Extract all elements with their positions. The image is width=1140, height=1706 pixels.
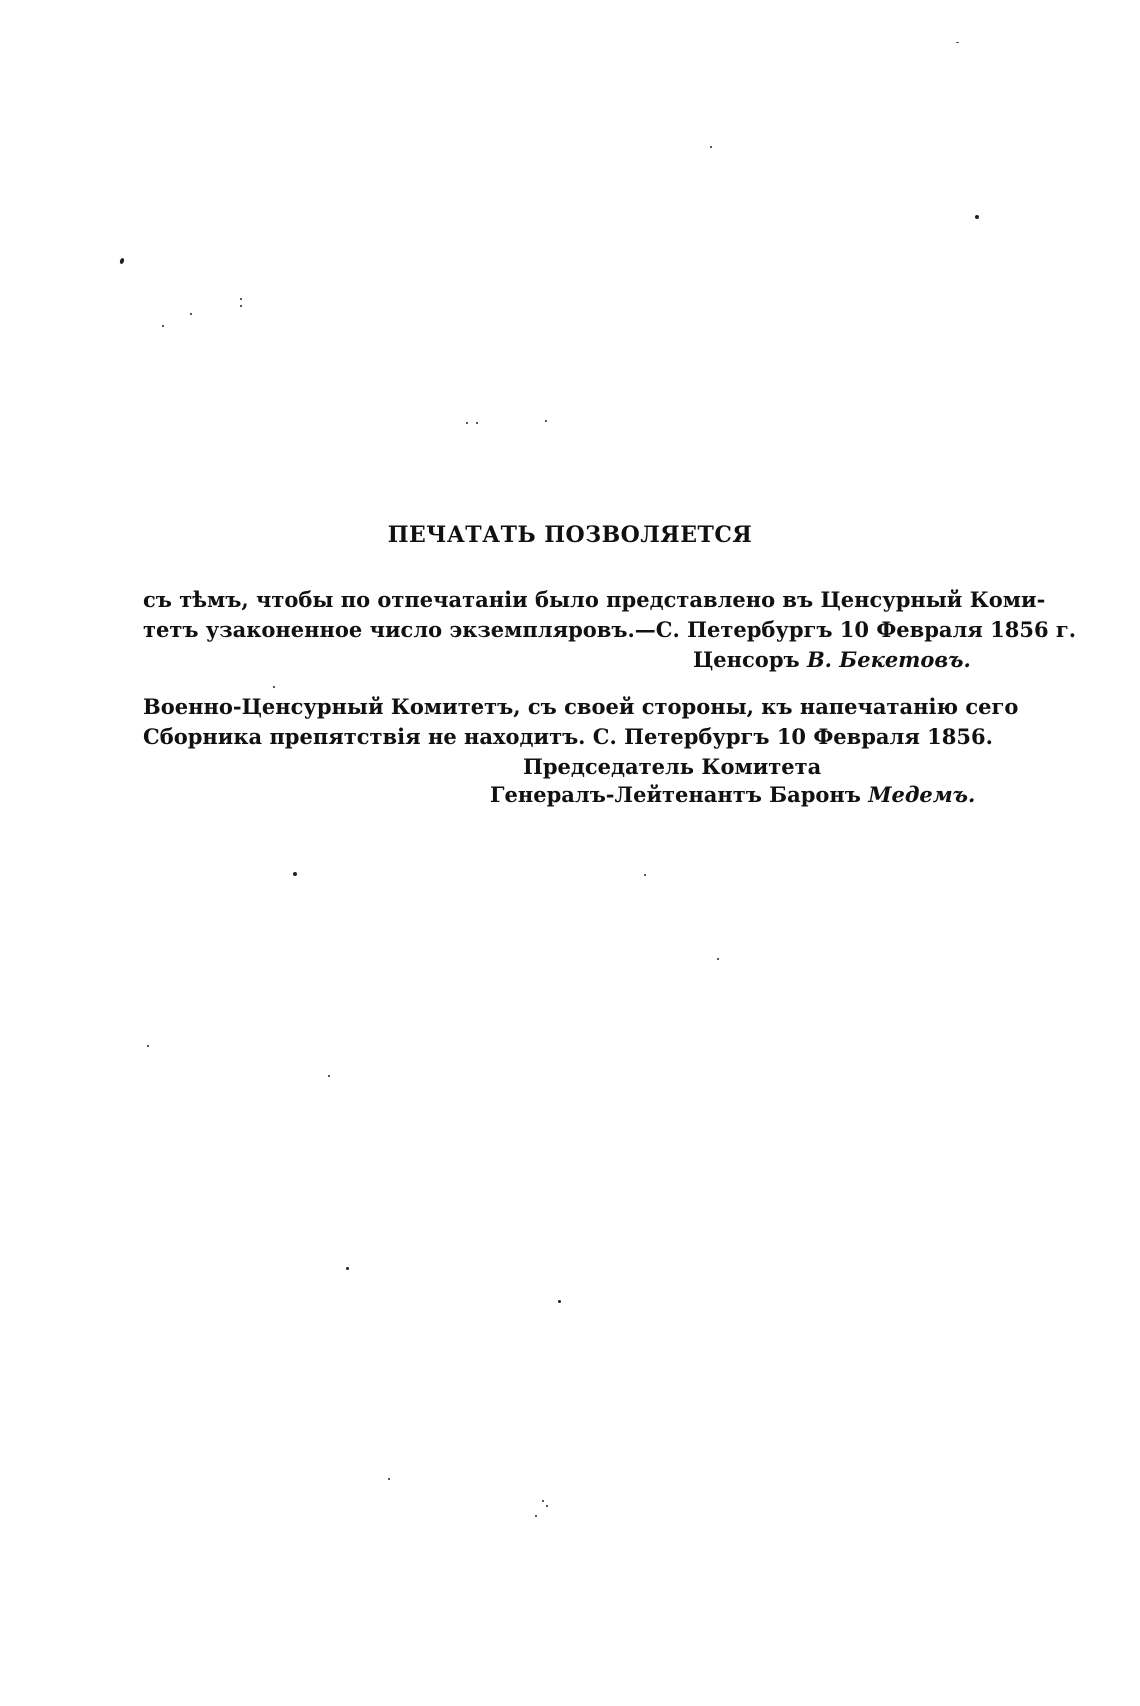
scan-speck: [535, 1515, 537, 1517]
scan-speck: [147, 1045, 149, 1047]
paragraph-line: Военно-Ценсурный Комитетъ, съ своей стороны, къ напечатанiю сего: [143, 694, 1019, 719]
military-permission-paragraph: [143, 692, 1019, 752]
scan-speck: [119, 257, 125, 264]
paragraph-line: съ тѣмъ, чтобы по отпечатанiи было представлено въ Ценсурный Коми-: [143, 587, 1046, 612]
paragraph-line: тетъ узаконенное число экземпляровъ.—С. Петербургъ 10 Февраля 1856 г.: [143, 617, 1077, 642]
scan-speck: [388, 1478, 390, 1480]
scan-speck: [240, 298, 242, 300]
scan-speck: [558, 1300, 561, 1303]
page-title: ПЕЧАТАТЬ ПОЗВОЛЯЕТСЯ: [387, 522, 753, 548]
scan-speck: [273, 686, 275, 688]
scan-speck: [346, 1267, 349, 1270]
scan-speck: [293, 872, 297, 876]
scan-speck: [328, 1075, 330, 1077]
scan-speck: [710, 146, 712, 148]
scan-speck: [542, 1500, 544, 1502]
scan-speck: [717, 958, 719, 960]
paragraph-line: Сборника препятствiя не находитъ. С. Петербургъ 10 Февраля 1856.: [143, 724, 993, 749]
scan-speck: [476, 422, 478, 424]
censor-signature-name: В. Бекетовъ.: [806, 647, 971, 672]
scan-speck: [240, 305, 242, 307]
scan-speck: [644, 874, 646, 876]
scan-speck: [190, 313, 192, 315]
scan-speck: [956, 42, 959, 43]
scan-speck: [466, 422, 468, 424]
censor-signature: [693, 645, 971, 675]
committee-chair-signature: [490, 780, 975, 810]
committee-chair-name: Медемъ.: [868, 782, 976, 807]
scan-speck: [975, 215, 979, 219]
scan-speck: [545, 420, 547, 422]
committee-chair-title: Председатель Комитета: [523, 754, 822, 779]
committee-chair-rank: Генералъ-Лейтенантъ Баронъ: [490, 782, 861, 807]
censor-signature-prefix: Ценсоръ: [693, 647, 800, 672]
scan-speck: [546, 1505, 548, 1507]
scan-speck: [162, 325, 164, 327]
censor-permission-paragraph: [143, 585, 1077, 645]
